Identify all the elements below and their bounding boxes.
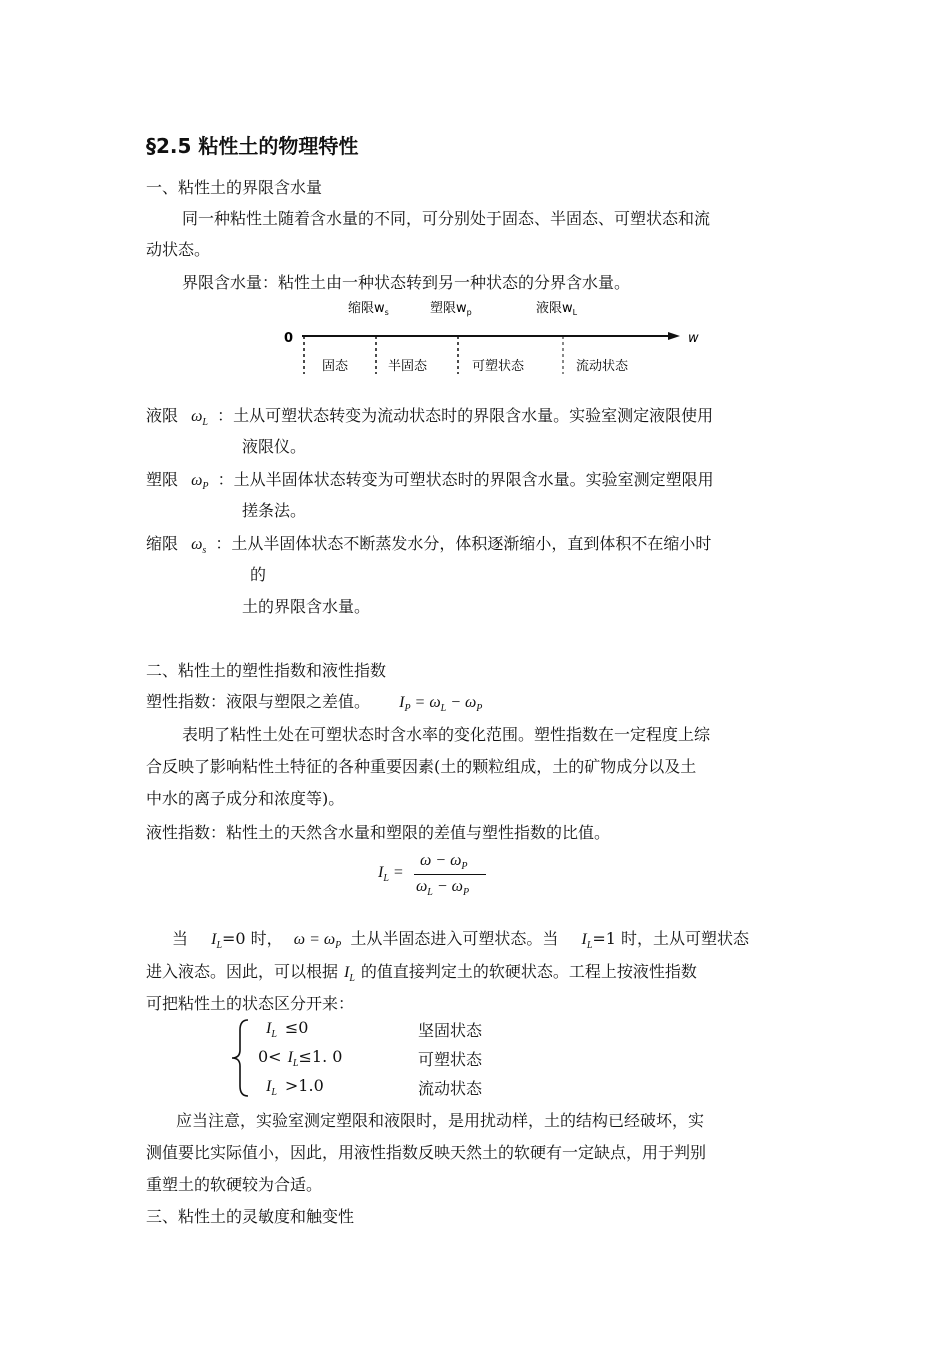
case-row: $I_L \le 0$ (266, 1018, 309, 1041)
case-row: $0< I_L\le 1$. 0 (258, 1047, 343, 1070)
liquidity-index-def: 液性指数：粘性土的天然含水量和塑限的差值与塑性指数的比值。 (146, 823, 611, 842)
paragraph: 应当注意，实验室测定塑限和液限时，是用扰动样，土的结构已经破坏，实 (176, 1111, 705, 1130)
section-3-heading: 三、粘性土的灵敏度和触变性 (146, 1207, 355, 1226)
shrinkage-limit-def: 缩限 $\omega_s$ ：土从半固体状态不断蒸发水分，体积逐渐缩小，直到体积不在缩小时 (146, 534, 712, 557)
diagram-axis-label: w (688, 331, 699, 346)
paragraph: 可把粘性土的状态区分开来： (146, 994, 355, 1013)
plastic-limit-def: 塑限 $\omega_P$ ：土从半固体状态转变为可塑状态时的界限含水量。实验室测定塑限用 (146, 470, 714, 493)
case-state: 坚固状态 (418, 1021, 483, 1040)
diagram-origin: 0 (284, 331, 294, 346)
case-row: $I_L >1.0$ (266, 1076, 324, 1099)
limits-diagram (280, 298, 710, 380)
case-state: 流动状态 (418, 1079, 483, 1098)
case-state: 可塑状态 (418, 1050, 483, 1069)
paragraph: 测值要比实际值小，因此，用液性指数反映天然土的软硬有一定缺点，用于判别 (146, 1143, 707, 1162)
paragraph: 中水的离子成分和浓度等)。 (146, 789, 345, 808)
plasticity-index-def: 塑性指数：液限与塑限之差值。 $I_P = \omega_L - \omega_P$ (146, 692, 483, 715)
section-1-heading: 一、粘性土的界限含水量 (146, 178, 323, 197)
diagram-state-liquid: 流动状态 (576, 359, 629, 374)
diagram-limit-plastic: 塑限$w_p$ (430, 301, 472, 317)
definition: 界限含水量：粘性土由一种状态转到另一种状态的分界含水量。 (182, 273, 631, 292)
paragraph: 当 $I_L=0$ 时， $\omega = \omega_P$ 土从半固态进入可塑状态。当 $I_L=1$ 时，土从可塑状态 (172, 929, 750, 952)
diagram-state-plastic: 可塑状态 (472, 359, 525, 374)
paragraph: 合反映了影响粘性土特征的各种重要因素(土的颗粒组成，土的矿物成分以及土 (146, 757, 697, 776)
diagram-state-solid: 固态 (322, 359, 349, 374)
shrinkage-limit-def-cont: 的 (250, 565, 267, 584)
paragraph: 动状态。 (146, 240, 211, 259)
paragraph: 表明了粘性土处在可塑状态时含水率的变化范围。塑性指数在一定程度上综 (182, 725, 711, 744)
section-2-heading: 二、粘性土的塑性指数和液性指数 (146, 661, 387, 680)
shrinkage-limit-def-cont2: 土的界限含水量。 (242, 597, 371, 616)
paragraph: 重塑土的软硬较为合适。 (146, 1175, 323, 1194)
paragraph: 进入液态。因此，可以根据 $I_L$ 的值直接判定土的软硬状态。工程上按液性指数 (146, 962, 697, 985)
plastic-limit-def-cont: 搓条法。 (242, 501, 307, 520)
diagram-limit-liquid: 液限$w_L$ (536, 301, 578, 317)
liquid-limit-def-cont: 液限仪。 (242, 437, 307, 456)
diagram-state-semisolid: 半固态 (388, 359, 428, 374)
paragraph: 同一种粘性土随着含水量的不同，可分别处于固态、半固态、可塑状态和流 (182, 209, 711, 228)
page-title: §2.5 粘性土的物理特性 (146, 134, 359, 158)
diagram-limit-shrinkage: 缩限$w_s$ (348, 301, 389, 317)
brace-icon (228, 1018, 252, 1098)
liquid-limit-def: 液限 $\omega_L$ ：土从可塑状态转变为流动状态时的界限含水量。实验室测定液限使用 (146, 406, 714, 429)
